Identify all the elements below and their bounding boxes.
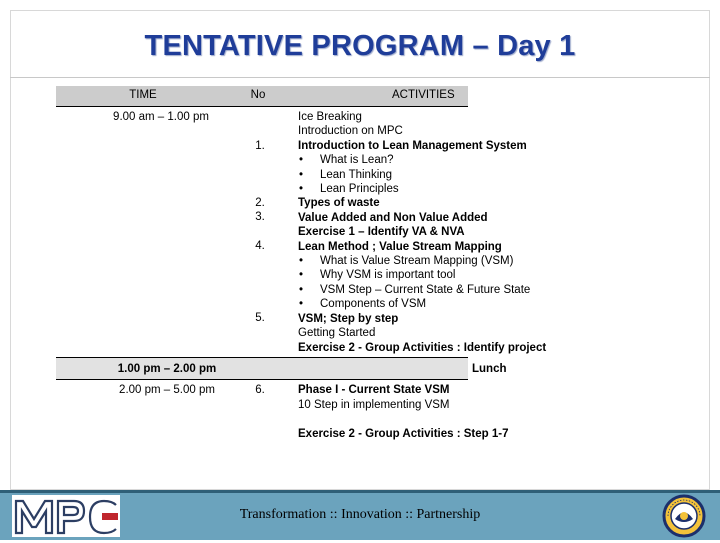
session1-time: 9.00 am – 1.00 pm	[113, 111, 209, 123]
activity-text: What is Lean?	[320, 154, 394, 167]
session2-number: 6.	[255, 384, 265, 396]
session1-activities-list	[298, 110, 598, 355]
activity-item	[298, 139, 598, 153]
activity-text: Ice Breaking	[298, 111, 362, 123]
session2-line3: Exercise 2 - Group Activities : Step 1-7	[298, 428, 509, 440]
session2-line2: 10 Step in implementing VSM	[298, 399, 450, 411]
activity-item	[298, 110, 598, 124]
activity-item	[298, 153, 598, 167]
lunch-bottom-rule	[56, 379, 468, 380]
session1-number-2: 2.	[255, 197, 265, 209]
session2-line1: Phase I - Current State VSM	[298, 384, 450, 396]
activity-text: Components of VSM	[320, 298, 427, 311]
activity-item	[298, 196, 598, 210]
bullet-icon: •	[299, 283, 304, 296]
university-seal-icon	[662, 494, 706, 538]
activity-text: Lean Thinking	[320, 168, 393, 181]
footer-tagline: Transformation :: Innovation :: Partnership	[239, 507, 481, 522]
activity-item	[298, 312, 598, 326]
activity-text: Exercise 2 - Group Activities : Identify project	[298, 341, 547, 354]
activity-text: What is Value Stream Mapping (VSM)	[320, 255, 514, 268]
session2-time: 2.00 pm – 5.00 pm	[119, 384, 215, 396]
activity-item	[298, 326, 598, 340]
session1-number-4: 4.	[255, 240, 265, 252]
activity-item	[298, 341, 598, 355]
bullet-icon: •	[299, 168, 304, 181]
header-bottom-rule	[56, 106, 468, 107]
lunch-label: Lunch	[472, 363, 507, 375]
page-title: TENTATIVE PROGRAM – Day 1	[144, 30, 576, 62]
activity-text: Getting Started	[298, 327, 376, 340]
bullet-icon: •	[299, 298, 304, 311]
bullet-icon: •	[299, 269, 304, 282]
activity-item	[298, 124, 598, 138]
activity-item	[298, 254, 598, 268]
activity-text: Introduction on MPC	[298, 125, 403, 138]
activity-text: Value Added and Non Value Added	[298, 211, 488, 224]
lunch-time: 1.00 pm – 2.00 pm	[117, 363, 217, 375]
bullet-icon: •	[299, 154, 304, 167]
activity-item	[298, 168, 598, 182]
header-activities: ACTIVITIES	[392, 89, 455, 101]
title-divider	[10, 77, 710, 78]
activity-text: Why VSM is important tool	[320, 269, 456, 282]
activity-text: Types of waste	[298, 197, 380, 210]
bullet-icon: •	[299, 183, 304, 196]
activity-text: VSM; Step by step	[298, 312, 399, 325]
activity-item	[298, 283, 598, 297]
footer-top-rule	[0, 490, 720, 493]
activity-item	[298, 225, 598, 239]
activity-text: Introduction to Lean Management System	[298, 139, 527, 152]
activity-item	[298, 182, 598, 196]
header-time: TIME	[129, 89, 157, 101]
session1-number-5: 5.	[255, 312, 265, 324]
activity-text: Lean Principles	[320, 183, 399, 196]
activity-item	[298, 211, 598, 225]
bullet-icon: •	[299, 255, 304, 268]
activity-item	[298, 240, 598, 254]
activity-item	[298, 297, 598, 311]
activity-item	[298, 268, 598, 282]
activity-text: Exercise 1 – Identify VA & NVA	[298, 226, 465, 239]
activity-text: Lean Method ; Value Stream Mapping	[298, 240, 502, 253]
header-no: No	[250, 89, 266, 101]
activity-text: VSM Step – Current State & Future State	[320, 283, 531, 296]
session1-number-1: 1.	[255, 140, 265, 152]
session1-number-3: 3.	[255, 211, 265, 223]
